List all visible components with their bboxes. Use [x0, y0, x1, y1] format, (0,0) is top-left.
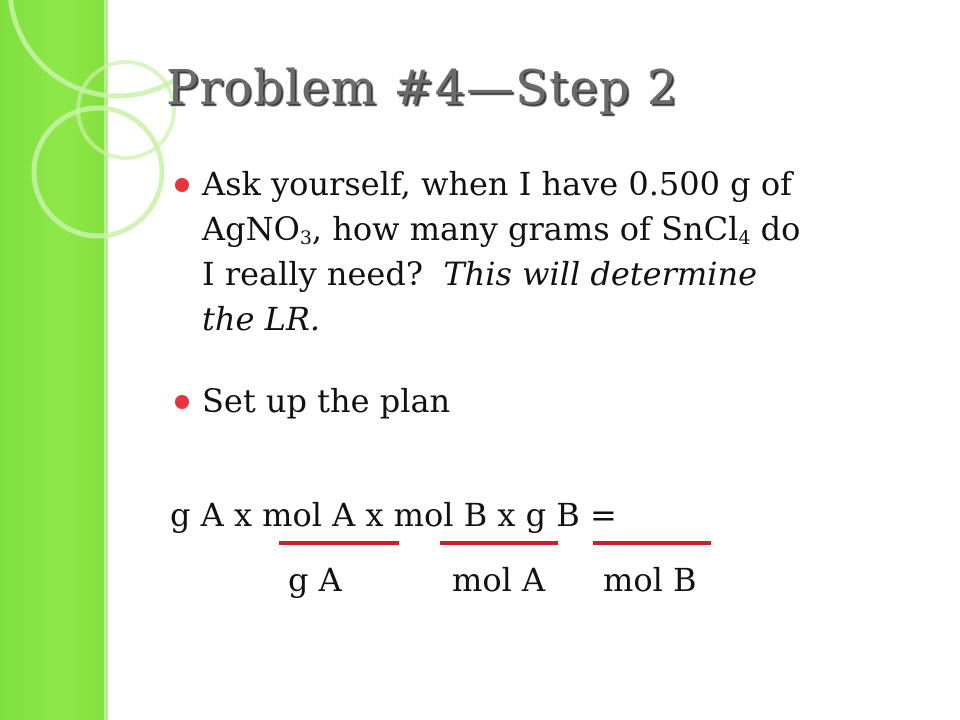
bullet-text: , how many grams of SnCl	[311, 210, 739, 248]
plan-denominator: mol A	[452, 561, 546, 599]
bullet-dot-icon	[175, 395, 189, 409]
plan-denominator: mol B	[603, 561, 697, 599]
italic-text: This will determine	[443, 255, 757, 293]
fraction-bar	[279, 541, 399, 545]
decorative-circles-icon	[0, 0, 180, 300]
fraction-bar	[440, 541, 558, 545]
bullet-line	[202, 207, 800, 252]
bullet-dot-icon	[175, 178, 189, 192]
subscript: 3	[299, 227, 312, 249]
bullet-text: Ask yourself, when I have 0.500 g of	[202, 165, 792, 203]
bullet-text: I really need?	[202, 255, 444, 293]
bullet-item-ask-yourself	[202, 162, 800, 342]
subscript: 4	[738, 227, 751, 249]
bullet-line	[202, 297, 800, 342]
bullet-text: AgNO	[202, 210, 300, 248]
plan-denominator: g A	[288, 561, 342, 599]
bullet-line	[202, 162, 800, 207]
bullet-line	[202, 252, 800, 297]
slide-title: Problem #4—Step 2	[166, 60, 679, 116]
italic-text: the LR.	[202, 300, 321, 338]
plan-numerator: g A x mol A x mol B x g B =	[170, 496, 617, 534]
bullet-text: Set up the plan	[202, 382, 451, 420]
bullet-text: do	[750, 210, 801, 248]
fraction-bar	[593, 541, 711, 545]
bullet-item-set-up-plan	[202, 379, 450, 424]
